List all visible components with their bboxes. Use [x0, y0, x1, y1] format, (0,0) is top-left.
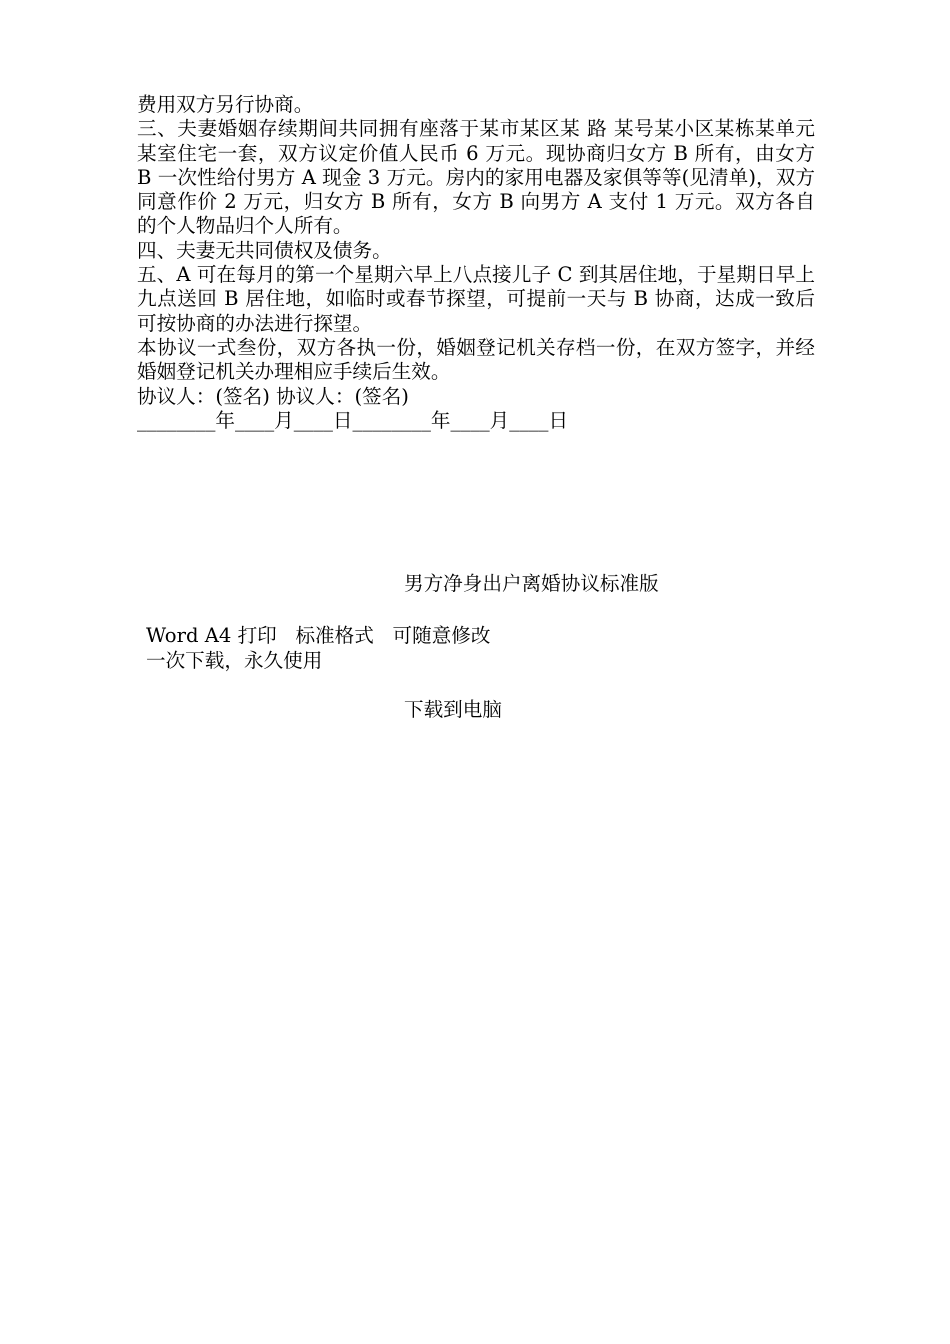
paragraph-property-clause: 三、夫妻婚姻存续期间共同拥有座落于某市某区某 路 某号某小区某栋某单元某室住宅一套，双方议定价值人民币 6 万元。现协商归女方 B 所有，由女方 B 一次性给付男方 A 现金 3 万元。房内的家用电器及家俱等等(见清单)，双方同意作价 2 万元，归女方 B 所有，女方 B 向男方 A 支付 1 万元。双方各自的个人物品归个人所有。	[137, 117, 815, 238]
paragraph-copies-clause: 本协议一式叁份，双方各执一份，婚姻登记机关存档一份，在双方签字，并经婚姻登记机关办理相应手续后生效。	[137, 335, 815, 384]
paragraph-debt-clause: 四、夫妻无共同债权及债务。	[137, 238, 392, 262]
paragraph-visitation-clause: 五、A 可在每月的第一个星期六早上八点接儿子 C 到其居住地，于星期日早上九点送回 B 居住地，如临时或春节探望，可提前一天与 B 协商，达成一致后可按协商的办法进行探望。	[137, 263, 815, 335]
document-title: 男方净身出户离婚协议标准版	[404, 572, 659, 595]
date-line: ________年____月____日________年____月____日	[137, 408, 569, 432]
usage-description: 一次下载，永久使用	[146, 649, 323, 672]
format-description: Word A4 打印 标准格式 可随意修改	[146, 624, 491, 647]
paragraph-expense-note: 费用双方另行协商。	[137, 93, 314, 116]
signature-line: 协议人：(签名) 协议人：(签名)	[137, 384, 409, 408]
agreement-body	[137, 93, 815, 433]
download-link[interactable]: 下载到电脑	[404, 698, 502, 721]
